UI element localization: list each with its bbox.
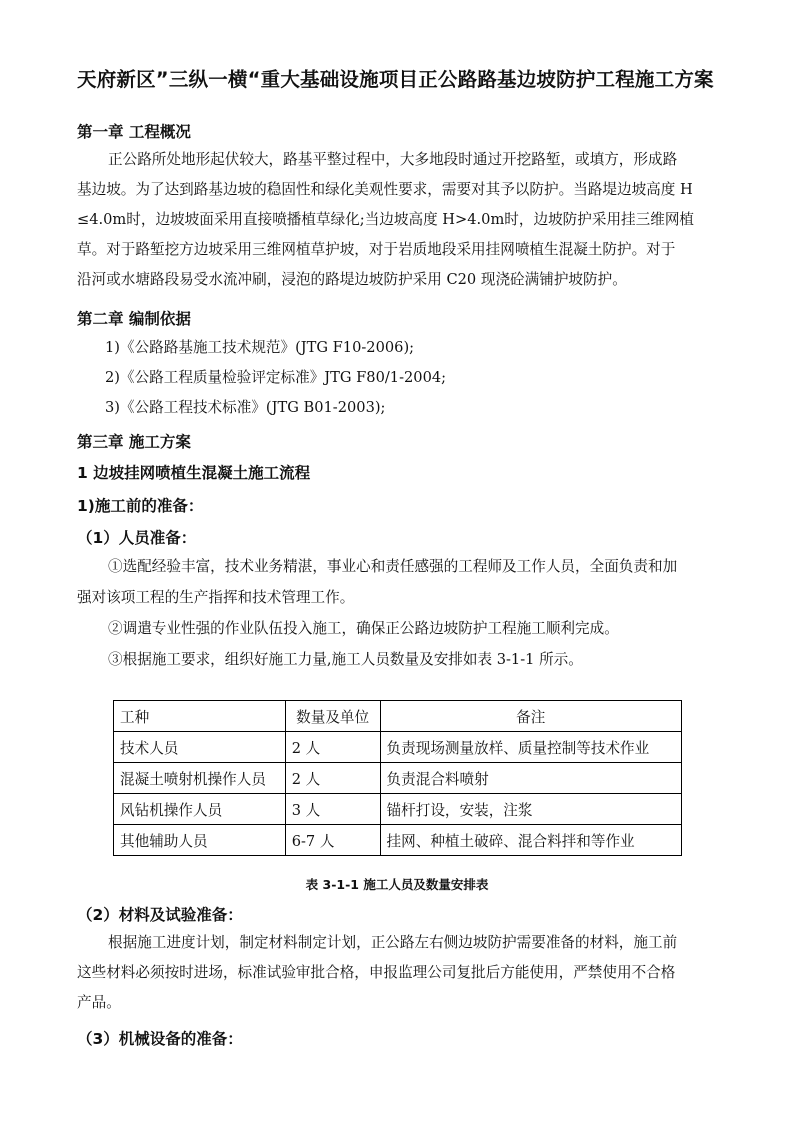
personnel-line-3: ②调遣专业性强的作业队伍投入施工，确保正公路边坡防护工程施工顺利完成。 <box>108 620 619 637</box>
overview-line-4: 草。对于路堑挖方边坡采用三维网植草护坡，对于岩质地段采用挂网喷植生混凝土防护。对于 <box>77 241 676 258</box>
table-cell: 混凝土喷射机操作人员 <box>114 763 286 794</box>
table-cell: 风钻机操作人员 <box>114 794 286 825</box>
overview-line-2: 基边坡。为了达到路基边坡的稳固性和绿化美观性要求，需要对其予以防护。当路堤边坡高度 H <box>77 181 693 198</box>
reference-3: 3)《公路工程技术标准》(JTG B01-2003); <box>105 399 386 416</box>
table-cell: 2 人 <box>285 763 380 794</box>
preparation-heading: 1)施工前的准备： <box>77 497 204 515</box>
table-cell: 6-7 人 <box>285 825 380 856</box>
personnel-line-1: ①选配经验丰富，技术业务精湛，事业心和责任感强的工程师及工作人员，全面负责和加 <box>108 558 678 575</box>
table-cell: 3 人 <box>285 794 380 825</box>
table-header-row <box>114 701 682 732</box>
table-row <box>114 732 682 763</box>
materials-line-2: 这些材料必须按时进场，标准试验审批合格，申报监理公司复批后方能使用，严禁使用不合格 <box>77 964 676 981</box>
table-cell: 负责现场测量放样、质量控制等技术作业 <box>380 732 681 763</box>
personnel-heading: （1）人员准备： <box>77 529 197 547</box>
overview-line-5: 沿河或水塘路段易受水流冲刷，浸泡的路堤边坡防护采用 C20 现浇砼满铺护坡防护。 <box>77 271 627 288</box>
section-1-heading: 1 边坡挂网喷植生混凝土施工流程 <box>77 464 311 482</box>
reference-2: 2)《公路工程质量检验评定标准》JTG F80/1-2004; <box>105 369 447 386</box>
table-row <box>114 794 682 825</box>
table-caption: 表 3-1-1 施工人员及数量安排表 <box>305 877 489 892</box>
table-cell: 2 人 <box>285 732 380 763</box>
table-cell: 挂网、种植土破碎、混合料拌和等作业 <box>380 825 681 856</box>
table-header-cell: 备注 <box>380 701 681 732</box>
materials-line-1: 根据施工进度计划，制定材料制定计划，正公路左右侧边坡防护需要准备的材料，施工前 <box>108 934 678 951</box>
table-cell: 锚杆打设，安装，注浆 <box>380 794 681 825</box>
table-row <box>114 825 682 856</box>
reference-1: 1)《公路路基施工技术规范》(JTG F10-2006); <box>105 339 415 356</box>
materials-line-3: 产品。 <box>77 994 121 1011</box>
table-row <box>114 763 682 794</box>
personnel-line-2: 强对该项工程的生产指挥和技术管理工作。 <box>77 589 355 606</box>
table-cell: 其他辅助人员 <box>114 825 286 856</box>
table-cell: 技术人员 <box>114 732 286 763</box>
chapter-2-heading: 第二章 编制依据 <box>77 310 191 328</box>
table-header-cell: 数量及单位 <box>285 701 380 732</box>
staff-table <box>113 700 682 856</box>
overview-line-1: 正公路所处地形起伏较大，路基平整过程中，大多地段时通过开挖路堑，或填方，形成路 <box>108 151 678 168</box>
chapter-1-heading: 第一章 工程概况 <box>77 123 191 141</box>
table-header-cell: 工种 <box>114 701 286 732</box>
personnel-line-4: ③根据施工要求，组织好施工力量,施工人员数量及安排如表 3-1-1 所示。 <box>108 651 583 668</box>
materials-heading: （2）材料及试验准备： <box>77 906 243 924</box>
equipment-heading: （3）机械设备的准备： <box>77 1030 243 1048</box>
document-title: 天府新区”三纵一横“重大基础设施项目正公路路基边坡防护工程施工方案 <box>77 68 714 91</box>
chapter-3-heading: 第三章 施工方案 <box>77 433 191 451</box>
overview-line-3: ≤4.0m时，边坡坡面采用直接喷播植草绿化;当边坡高度 H>4.0m时，边坡防护采用挂三维网植 <box>77 211 695 228</box>
table-cell: 负责混合料喷射 <box>380 763 681 794</box>
